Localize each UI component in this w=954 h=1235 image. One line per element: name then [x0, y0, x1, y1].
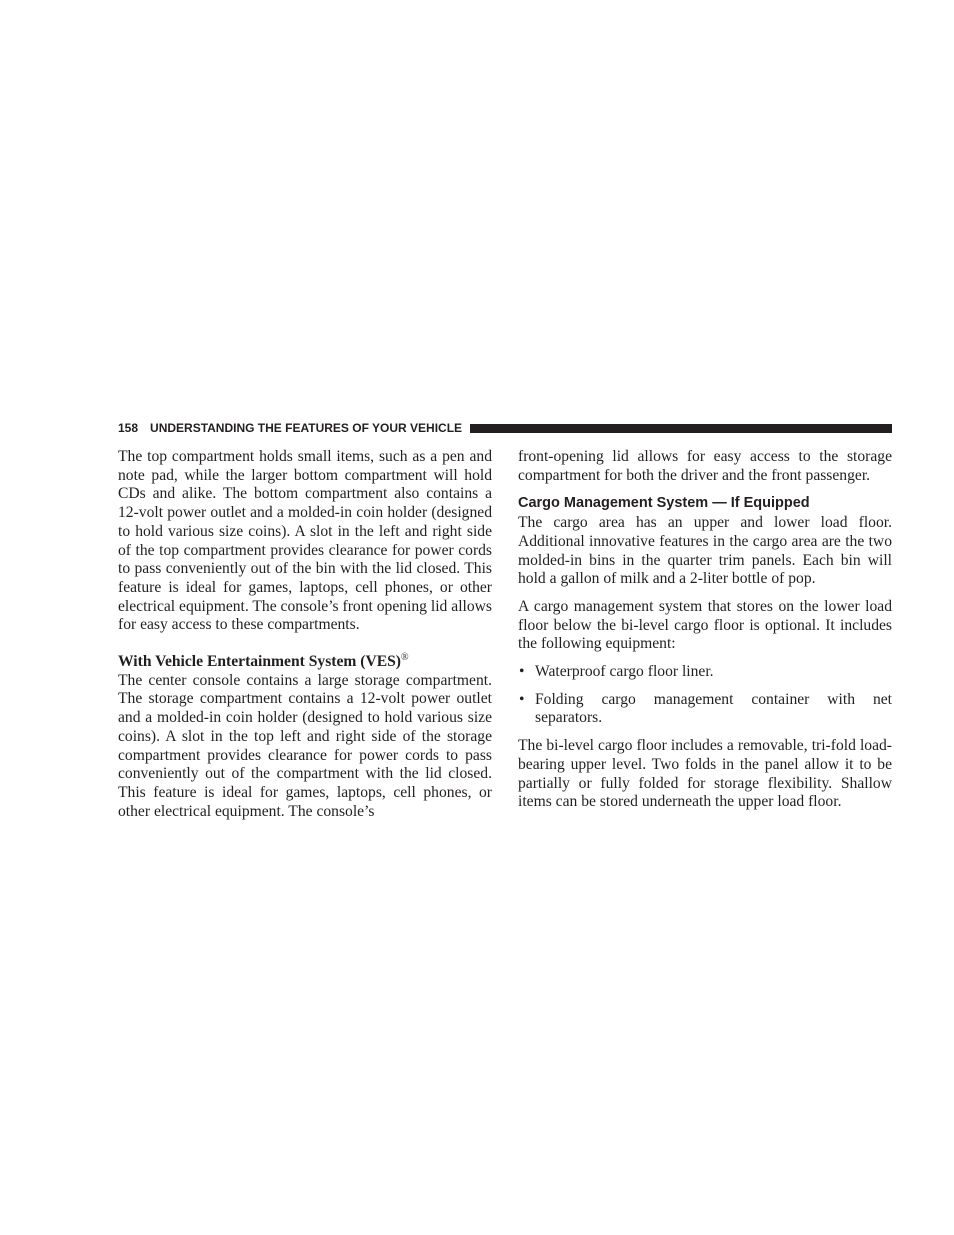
- right-column: [518, 448, 892, 821]
- front-opening-lid-paragraph: front-opening lid allows for easy access to the storage compartment for both the driver and the front passenger.: [518, 448, 892, 484]
- center-console-paragraph: The center console contains a large storage compartment. The storage compartment contains a 12-volt power outlet and a molded-in coin holder (designed to hold various size coins). A slot in the top left and right side of the storage compartment provides clearance for power cords to pass conveniently out of the compartment with the lid closed. This feature is ideal for games, laptops, cell phones, or other electrical equipment. The console’s: [118, 671, 492, 820]
- list-item: [518, 663, 892, 682]
- bi-level-floor-paragraph: The bi-level cargo floor includes a removable, tri-fold load-bearing upper level. Two folds in the panel allow it to be partially or fully folded for storage flexibility. Shallow items can be stored underneath the upper load floor.: [518, 737, 892, 811]
- ves-heading: [118, 653, 492, 672]
- equipment-list: [518, 663, 892, 728]
- running-head: UNDERSTANDING THE FEATURES OF YOUR VEHICLE: [150, 421, 463, 435]
- page-number: 158: [118, 421, 139, 435]
- page-header: [118, 418, 892, 438]
- ves-heading-text: With Vehicle Entertainment System (VES): [118, 653, 401, 671]
- list-item-text: Waterproof cargo floor liner.: [535, 663, 714, 681]
- registered-mark: ®: [401, 651, 409, 663]
- top-compartment-paragraph: The top compartment holds small items, such as a pen and note pad, while the larger bottom compartment will hold CDs and alike. The bottom compartment also contains a 12-volt power outlet and a molded-in coin holder (designed to hold various size coins). A slot in the left and right side of the top compartment provides clearance for power cords to pass conveniently out of the bin with the lid closed. This feature is ideal for games, laptops, cell phones, or other electrical equipment. The console’s front opening lid allows for easy access to these compartments.: [118, 448, 492, 634]
- bullet-icon: •: [519, 663, 525, 681]
- header-rule: [470, 424, 892, 433]
- left-column: [118, 448, 492, 830]
- list-item: [518, 691, 892, 728]
- list-item-text: Folding cargo management container with net separators.: [535, 690, 892, 727]
- cargo-area-paragraph: The cargo area has an upper and lower load floor. Additional innovative features in the cargo area are the two molded-in bins in the quarter trim panels. Each bin will hold a gallon of milk and a 2-liter bottle of pop.: [518, 514, 892, 588]
- bullet-icon: •: [519, 690, 525, 708]
- cargo-system-paragraph: A cargo management system that stores on the lower load floor below the bi-level cargo floor is optional. It includes the following equipment:: [518, 597, 892, 653]
- cargo-management-heading: Cargo Management System — If Equipped: [518, 495, 810, 512]
